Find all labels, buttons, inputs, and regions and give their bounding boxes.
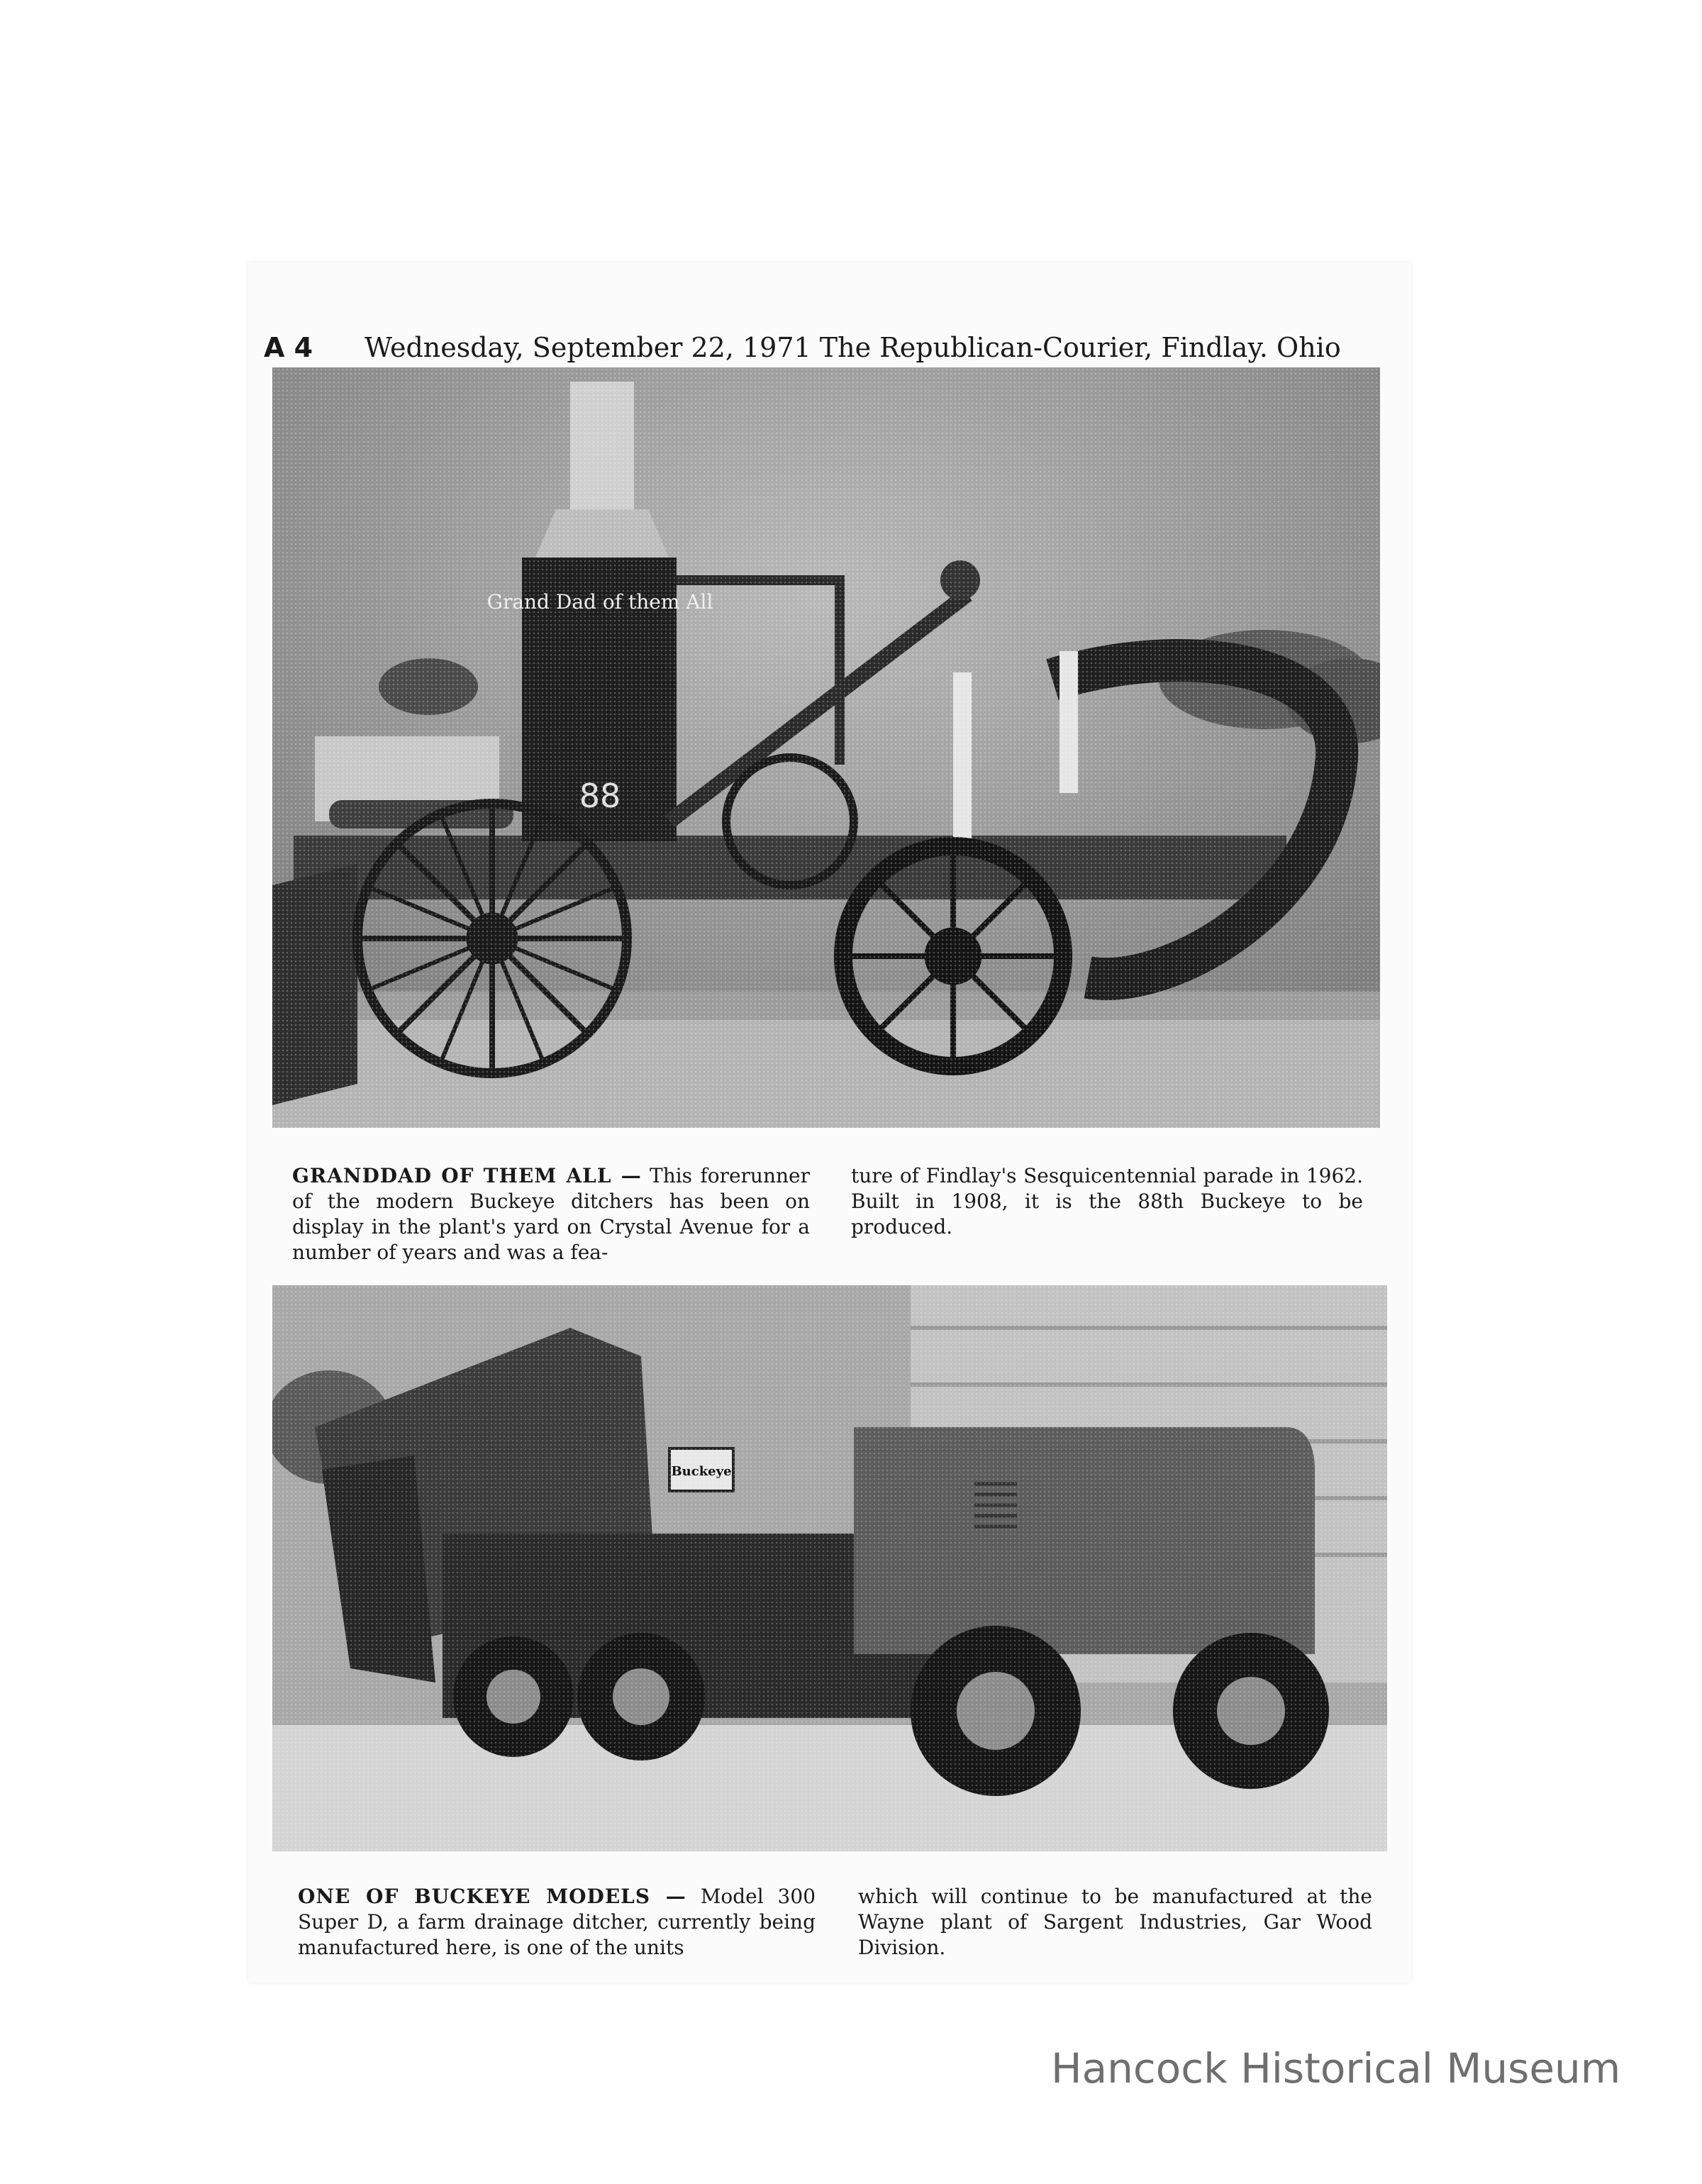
page-number: A 4: [264, 332, 313, 363]
buckeye-sign: Buckeye: [671, 1464, 732, 1479]
caption2-left-column: [298, 1884, 816, 1961]
boiler-lettering: Grand Dad of them All: [486, 590, 713, 614]
granddad-ditcher-photo: [272, 367, 1380, 1128]
caption1-left-text: This forerunner of the modern Buckeye ditchers has been on display in the plant's yard on Crystal Avenue for a number of years and was a fea-: [292, 1164, 810, 1264]
caption2-left-text: Model 300 Super D, a farm drainage ditcher, currently being manufactured here, is one of the units: [298, 1885, 816, 1959]
dateline: Wednesday, September 22, 1971 The Republican-Courier, Findlay. Ohio: [365, 332, 1341, 363]
caption2-right-column: which will continue to be manufactured at the Wayne plant of Sargent Industries, Gar Wood Division.: [858, 1885, 1372, 1959]
museum-watermark: Hancock Historical Museum: [1051, 2044, 1621, 2092]
boiler-number: 88: [579, 777, 621, 815]
buckeye-model-photo: [272, 1285, 1387, 1851]
caption1-left-column: [292, 1163, 810, 1265]
caption1-right-column: ture of Findlay's Sesquicentennial parade in 1962. Built in 1908, it is the 88th Buckeye to be produced.: [851, 1164, 1363, 1238]
caption1-lead: GRANDDAD OF THEM ALL —: [292, 1164, 642, 1187]
caption2-lead: ONE OF BUCKEYE MODELS —: [298, 1885, 686, 1908]
